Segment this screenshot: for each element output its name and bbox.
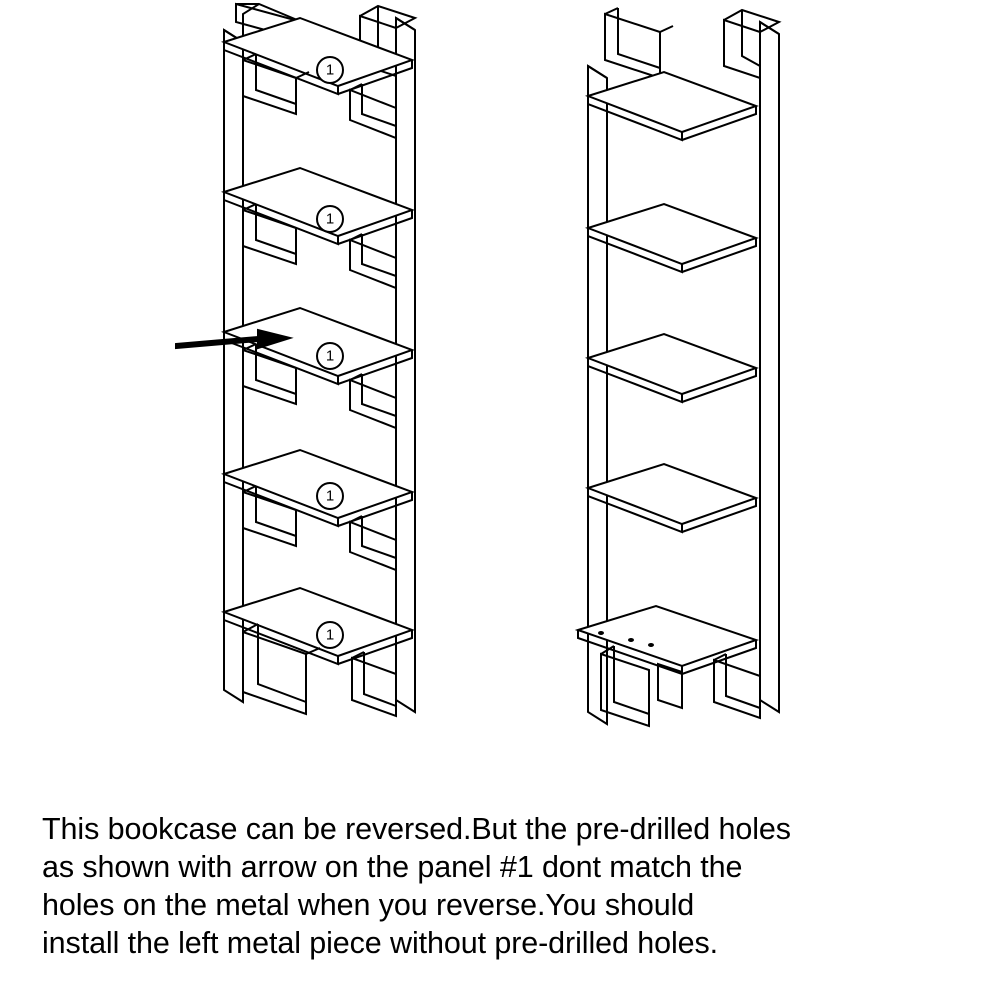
left-bookcase-shelf-3: [224, 308, 412, 428]
callout-label: 1: [325, 487, 335, 505]
caption-line-4: install the left metal piece without pre-drilled holes.: [42, 926, 719, 960]
right-bookcase-shelf-5: [578, 606, 760, 726]
right-bookcase-shelf-1: [588, 72, 756, 140]
left-bookcase: [176, 4, 415, 716]
right-bookcase-shelf-3: [588, 334, 756, 402]
left-bookcase-rear-rail: [224, 30, 243, 702]
caption-line-1: This bookcase can be reversed.But the pre-drilled holes: [42, 812, 791, 846]
left-bookcase-shelf-1: [224, 18, 412, 138]
callout-label: 1: [325, 347, 335, 365]
callout-label: 1: [325, 626, 335, 644]
right-bookcase-shelf-4: [588, 464, 756, 532]
left-bookcase-front-rail: [396, 18, 415, 712]
left-bookcase-shelf-5: [224, 588, 412, 716]
caption-block: [0, 810, 1000, 962]
right-bookcase-shelf-2: [588, 204, 756, 272]
caption-line-2: as shown with arrow on the panel #1 dont match the: [42, 850, 743, 884]
callout-label: 1: [325, 210, 335, 228]
left-bookcase-shelf-4: [224, 450, 412, 570]
callout-label: 1: [325, 61, 335, 79]
caption-line-3: holes on the metal when you reverse.You should: [42, 888, 695, 922]
left-bookcase-shelf-2: [224, 168, 412, 288]
right-bookcase: [578, 8, 779, 726]
right-bookcase-right-rail: [760, 22, 779, 712]
